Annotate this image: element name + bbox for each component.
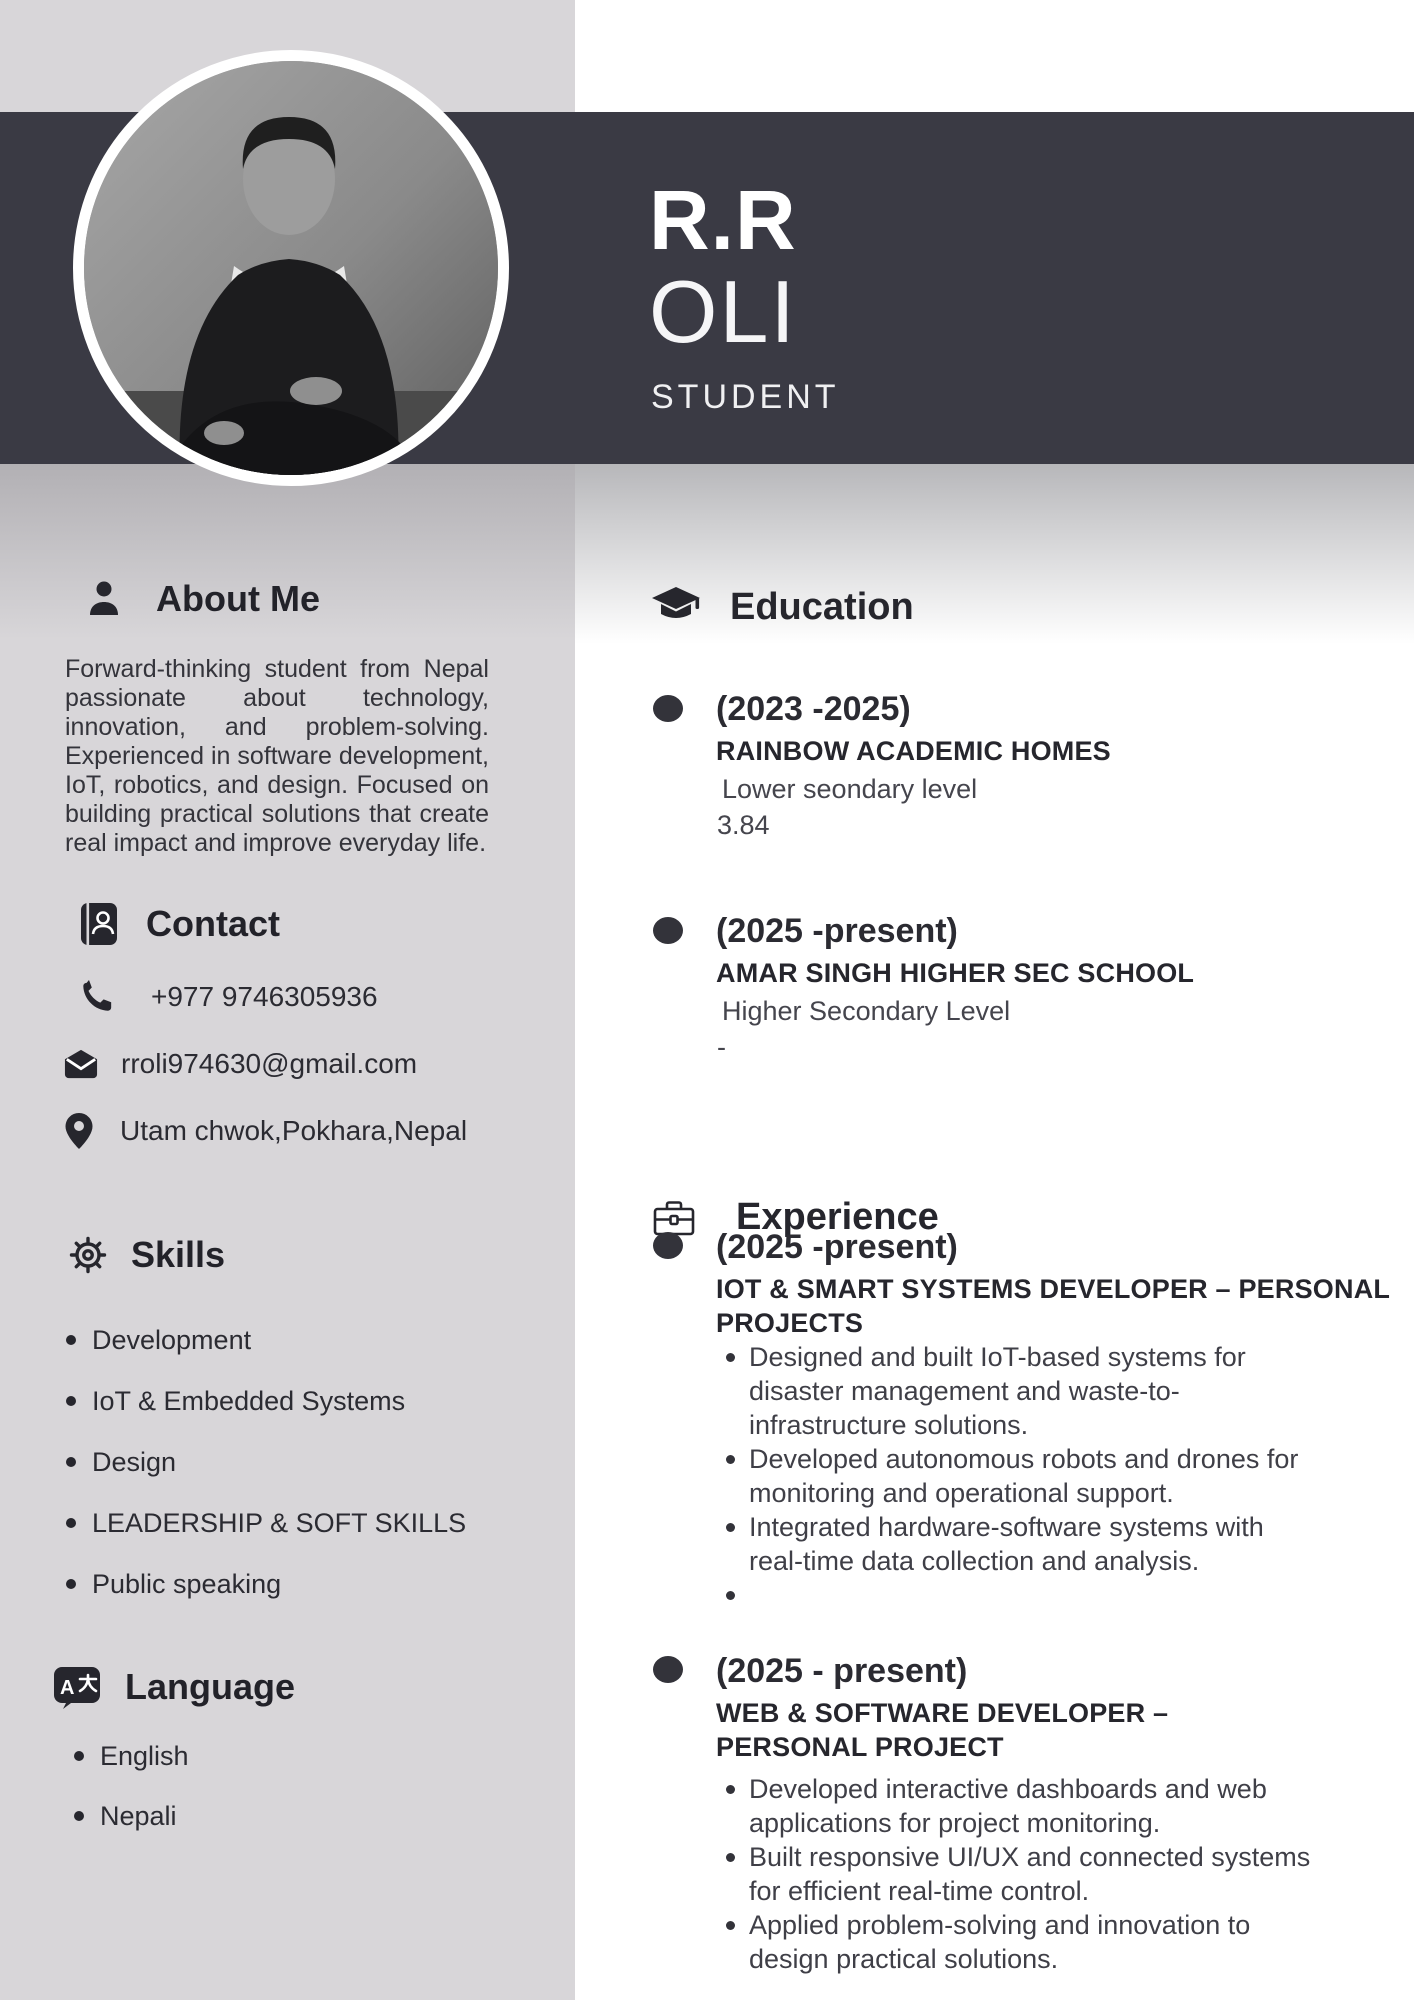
contact-title: Contact [146,903,280,944]
language-item: Nepali [72,1802,189,1830]
contact-section-heading [77,901,280,947]
education-score: 3.84 [717,810,770,840]
first-name: R.R [649,173,797,267]
translate-icon [52,1665,102,1709]
about-section-heading [84,578,320,620]
experience-bullet: Designed and built IoT-based systems for disaster management and waste-to-infrastructure solutions. [723,1340,1308,1442]
timeline-bullet [653,1656,683,1683]
contact-book-icon [77,901,119,947]
experience-period: (2025 - present) [716,1652,968,1690]
skills-title: Skills [131,1234,226,1275]
gear-icon [67,1234,109,1276]
email-icon [62,1047,100,1081]
profile-photo [73,50,509,486]
education-title: Education [730,585,914,628]
person-icon [84,579,124,619]
skill-item: Development [64,1326,466,1354]
education-level: Higher Secondary Level [722,996,1011,1026]
contact-address-row [64,1112,467,1150]
skills-list [64,1326,466,1631]
address-text: Utam chwok,Pokhara,Nepal [120,1115,468,1146]
experience-bullet-list [723,1772,1328,1976]
education-level: Lower seondary level [722,774,978,804]
briefcase-icon [652,1198,696,1238]
experience-bullet: Integrated hardware-software systems with real-time data collection and analysis. [723,1510,1308,1578]
timeline-bullet [653,1232,683,1259]
skills-section-heading [67,1234,225,1276]
experience-title: Experience [736,1196,939,1238]
phone-number: +977 9746305936 [151,981,378,1012]
skill-item: LEADERSHIP & SOFT SKILLS [64,1509,466,1537]
experience-bullet: Applied problem-solving and innovation to design practical solutions. [723,1908,1328,1976]
portrait-placeholder-image [84,61,498,475]
contact-phone-row [80,980,378,1014]
experience-bullet: Developed autonomous robots and drones for monitoring and operational support. [723,1442,1308,1510]
svg-text:A: A [60,1677,75,1699]
about-text: Forward-thinking student from Nepal passionate about technology, innovation, and problem-solving. Experienced in software development, IoT, robotics, and design. Focused on building practical solutions that create real impact and improve everyday life. [65,655,489,857]
education-score: - [717,1032,726,1062]
location-pin-icon [64,1112,94,1150]
experience-bullet: Developed interactive dashboards and web applications for project monitoring. [723,1772,1328,1840]
phone-icon [80,980,114,1014]
education-section-heading [650,584,914,630]
experience-bullet-list [723,1340,1308,1578]
education-period: (2023 -2025) [716,690,911,728]
experience-period: (2025 -present) [716,1228,958,1266]
timeline-bullet [653,917,683,944]
role-title: STUDENT [651,378,840,416]
contact-email-row [62,1047,417,1081]
last-name: OLI [649,262,797,361]
education-school: AMAR SINGH HIGHER SEC SCHOOL [716,958,1195,988]
language-title: Language [125,1666,296,1707]
education-school: RAINBOW ACADEMIC HOMES [716,736,1111,766]
experience-role: IOT & SMART SYSTEMS DEVELOPER – PERSONAL PROJECTS [716,1274,1390,1338]
timeline-bullet [653,695,683,722]
about-title: About Me [156,578,320,619]
email-address: rroli974630@gmail.com [121,1048,418,1079]
language-list [72,1742,189,1862]
skill-item: Public speaking [64,1570,466,1598]
experience-role: WEB & SOFTWARE DEVELOPER – PERSONAL PROJECT [716,1698,1169,1762]
language-section-heading [52,1665,295,1709]
skill-item: Design [64,1448,466,1476]
experience-bullet: Built responsive UI/UX and connected systems for efficient real-time control. [723,1840,1328,1908]
graduation-cap-icon [650,584,702,630]
education-period: (2025 -present) [716,912,958,950]
language-item: English [72,1742,189,1770]
skill-item: IoT & Embedded Systems [64,1387,466,1415]
